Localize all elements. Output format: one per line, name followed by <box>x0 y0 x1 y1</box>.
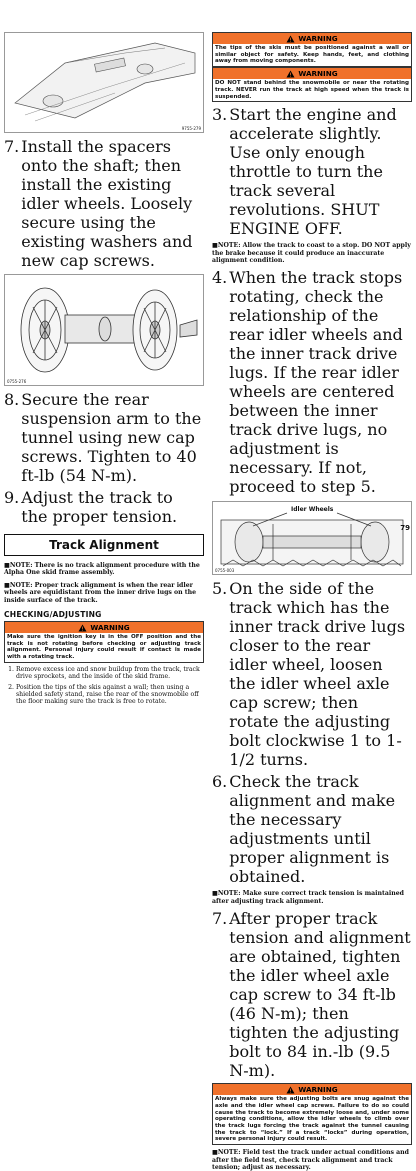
section-title: Track Alignment <box>49 538 159 552</box>
right-column <box>212 0 412 1171</box>
warning-text: Make sure the ignition key is in the OFF position and the track is not rotating before checking or adjusting track alignment. Personal injury could result if contact is made with a rotating track. <box>7 634 201 661</box>
warning-box-ski-tips <box>212 32 412 67</box>
warning-triangle-icon <box>78 624 87 632</box>
checking-steps <box>4 666 204 706</box>
step-text: Adjust the track to the proper tension. <box>21 488 178 526</box>
step-text: Start the engine and accelerate slightly. Use only enough throttle to turn the track several revolutions. SHUT ENGINE OFF. <box>229 105 397 239</box>
section-title-box <box>4 534 204 556</box>
note-coast: ■NOTE: Allow the track to coast to a stop. DO NOT apply the brake because it could produce an inaccurate alignment condition. <box>212 242 411 265</box>
step-number: 4. <box>212 268 228 288</box>
warning-box-ignition <box>4 621 204 663</box>
step-text: Remove excess ice and snow buildup from the track, track drive sprockets, and the inside of the skid frame. <box>16 665 200 681</box>
figure-idler-wheels <box>4 274 204 386</box>
warning-header <box>213 33 411 44</box>
step-number: 5. <box>212 579 228 599</box>
warning-box-adjusting-bolts <box>212 1083 412 1145</box>
step-6 <box>212 772 412 886</box>
warning-text: Always make sure the adjusting bolts are snug against the axle and the idler wheel cap screws. Failure to do so could cause the track to become extremely loose and, under some operating conditions, allow the idler wheels to climb over the track lugs forcing the track against the tunnel causing the track to “lock.” If a track “locks” during operation, severe personal injury could result. <box>215 1096 409 1143</box>
warning-triangle-icon <box>286 35 295 43</box>
left-column <box>4 0 204 706</box>
warning-label: WARNING <box>298 1085 338 1095</box>
step-1 <box>4 666 204 681</box>
step-number: 1. <box>8 665 14 673</box>
warning-box-stand-behind <box>212 67 412 102</box>
step-number: 2. <box>8 683 14 691</box>
warning-text: DO NOT stand behind the snowmobile or near the rotating track. NEVER run the track at high speed when the track is suspended. <box>215 80 409 100</box>
note-field-test: ■NOTE: Field test the track under actual conditions and after the field test, check track alignment and track tension; adjust as necessary. <box>212 1149 409 1171</box>
page-number: 79 <box>400 524 410 532</box>
step-5 <box>212 579 412 769</box>
step-number: 9. <box>4 488 20 507</box>
figure-idler-wheels-drawing <box>5 275 203 385</box>
note-proper-alignment: ■NOTE: Proper track alignment is when the rear idler wheels are equidistant from the inner drive lugs on the inside surface of the track. <box>4 581 197 604</box>
step-9 <box>4 488 204 526</box>
warning-header <box>213 68 411 79</box>
warning-label: WARNING <box>90 623 130 633</box>
step-text: When the track stops rotating, check the relationship of the rear idler wheels and the inner track drive lugs. If the rear idler wheels are centered between the inner track drive lugs, no adjustment is necessary. If not, proceed to step 5. <box>229 268 403 497</box>
step-text: Secure the rear suspension arm to the tunnel using new cap screws. Tighten to 40 ft-lb (54 N-m). <box>21 390 202 485</box>
step-number: 7. <box>4 137 20 156</box>
figure-code: 0755-003 <box>215 568 235 574</box>
note-tension: ■NOTE: Make sure correct track tension is maintained after adjusting track alignment. <box>212 890 404 905</box>
step-3 <box>212 105 412 238</box>
warning-triangle-icon <box>286 1086 295 1094</box>
step-8 <box>4 390 204 485</box>
warning-triangle-icon <box>286 70 295 78</box>
figure-idler-alignment <box>212 501 412 575</box>
warning-label: WARNING <box>298 69 338 79</box>
warning-text: The tips of the skis must be positioned against a wall or similar object for safety. Keep hands, feet, and clothing away from moving components. <box>215 45 409 65</box>
step-4 <box>212 268 412 496</box>
step-text: Install the spacers onto the shaft; then install the existing idler wheels. Loosely secure using the existing washers and new cap screws. <box>21 137 193 270</box>
step-text: Check the track alignment and make the necessary adjustments until proper alignment is obtained. <box>229 772 396 887</box>
warning-label: WARNING <box>298 34 338 43</box>
step-number: 8. <box>4 390 20 409</box>
warning-header <box>213 1084 411 1095</box>
note-no-procedure: ■NOTE: There is no track alignment procedure with the Alpha One skid frame assembly. <box>4 562 200 577</box>
step-7-right <box>212 909 412 1080</box>
subsection-title: CHECKING/ADJUSTING <box>4 610 102 620</box>
warning-header <box>5 622 203 633</box>
step-2 <box>4 684 204 706</box>
figure-code: 9755-279 <box>181 126 201 131</box>
step-number: 7. <box>212 909 228 929</box>
step-text: Position the tips of the skis against a wall; then using a shielded safety stand, raise the rear of the snowmobile off the floor making sure the track is free to rotate. <box>16 683 199 706</box>
step-number: 6. <box>212 772 228 792</box>
step-7 <box>4 137 204 270</box>
step-text: On the side of the track which has the inner track drive lugs closer to the rear idler wheel, loosen the idler wheel axle cap screw; then rotate the adjusting bolt clockwise 1 to 1-1/2 turns. <box>229 579 406 770</box>
figure-label: Idler Wheels <box>291 506 334 514</box>
figure-spacers-drawing <box>5 33 203 132</box>
step-text: After proper track tension and alignment are obtained, tighten the idler wheel axle cap screw to 34 ft-lb (46 N-m); then tighten the adjusting bolt to 84 in.-lb (9.5 N-m). <box>229 909 411 1081</box>
figure-spacers <box>4 32 204 133</box>
step-number: 3. <box>212 105 228 125</box>
figure-code: 0755-276 <box>7 379 27 384</box>
